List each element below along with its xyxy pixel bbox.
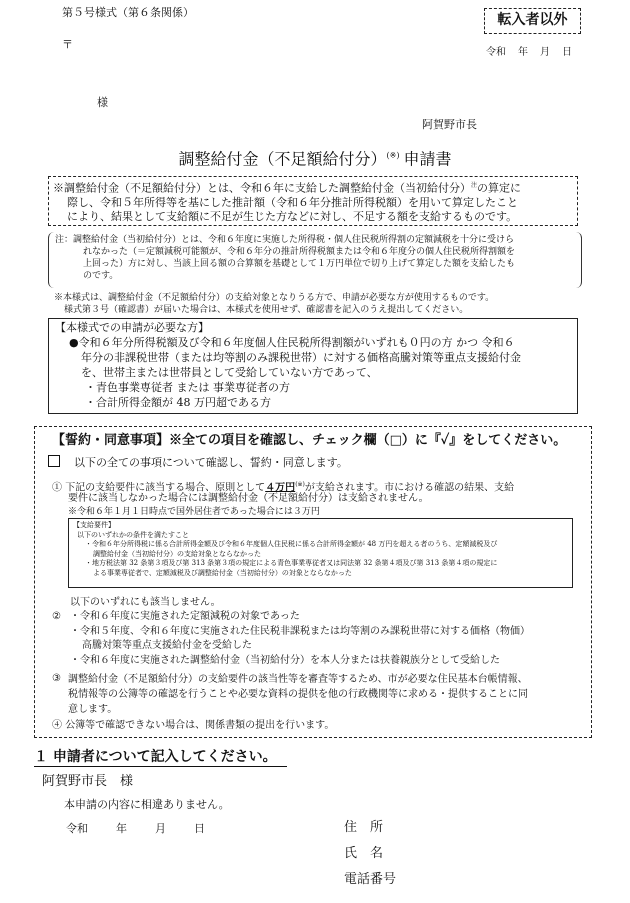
note-line-4: のです。 [83,271,119,281]
usage-note-1: ※本様式は、調整給付金（不足額給付分）の支給対象となりうる方で、申請が必要な方が使用するものです。 [54,293,495,303]
item2-num: ② [52,611,61,622]
item3-num: ③ [52,673,61,684]
section1-date-month: 月 [155,822,166,835]
item3-line-1: 調整給付金（不足額給付分）の支給要件の該当性等を審査等するため、市が必要な住民基本台帳情報、 [68,674,528,685]
definition-line-2: 際し、令和５年所得等を基にした推計額（令和６年分推計所得税額）を用いて算定したこと [67,195,518,209]
required-line-4: ・青色事業専従者 または 事業専従者の方 [85,381,290,394]
definition-note-mark: 注 [471,182,478,189]
item3-line-2: 税情報等の公簿等の確認を行うことや必要な資料の提供を他の行政機関等に求める・提供することに同 [68,689,528,700]
required-line-5: ・合計所得金額が 48 万円超である方 [85,396,271,409]
requirements-line-5: よる事業専従者で、定額減税及び調整給付金（当初給付分）の対象とならなかった [93,568,352,577]
item1-sub: ※令和６年１月１日時点で国外居住者であった場合には３万円 [68,507,320,517]
item2-line-3: 高騰対策等重点支援給付金を受給した [82,640,252,651]
pledge-check-row [48,455,348,470]
section1-date-era: 令和 [66,822,88,835]
required-box-header: 【本様式での申請が必要な方】 [55,321,209,334]
item4-num: ④ [52,720,62,731]
section1-date-year: 年 [116,822,127,835]
requirements-line-3: 調整給付金（当初給付分）の支給対象とならなかった [93,549,261,558]
section1-addressee: 阿賀野市長 様 [42,774,134,789]
item2-line-4: ・令和６年度に実施された調整給付金（当初給付分）を本人分または扶養親族分として受給した [70,654,500,666]
item3-lines [68,672,528,717]
required-line-1: ●令和６年分所得税額及び令和６年度個人住民税所得割額がいずれも０円の方 かつ 令和６ [69,336,515,349]
item1-text-a: 下記の支給要件に該当する場合、原則として [65,482,266,494]
item1-num: ① [52,482,62,494]
date-line [486,46,586,59]
section1-date [66,822,205,836]
item3-line-3: 意します。 [68,704,118,715]
postal-mark: 〒 [62,38,73,51]
requirements-line-2: ・令和６年分所得税に係る合計所得金額及び令和６年度個人住民税に係る合計所得金額が 48 万円を超える者のうち、定額減税及び [85,540,498,548]
title-note-mark: (※) [386,151,400,160]
date-era: 令和 [486,47,506,58]
requirements-header: 【支給要件】 [73,521,115,529]
requirements-box [68,518,573,588]
field-name-label: 氏 名 [344,846,384,861]
item1-ref: (※) [295,481,305,488]
field-phone-label: 電話番号 [344,872,397,887]
title-main: 調整給付金（不足額給付分） [178,149,387,169]
item1-line2: 要件に該当しなかった場合には調整給付金（不足額給付分）は支給されません。 [68,493,429,504]
date-day: 日 [562,47,572,58]
pledge-title: 【誓約・同意事項】※全ての項目を確認し、チェック欄（□）に『✓』をしてください。 [52,433,567,448]
item2-line-1: ・令和６年度に実施された定額減税の対象であった [70,611,300,622]
definition-box [48,176,578,226]
required-line-3: を、世帯主または世帯員として受給していない方であって、 [81,366,378,379]
requirements-line-4: ・地方税法第 32 条第３項及び第 313 条第３項の規定による青色事業専従者又は同法第 32 条第４項及び第 313 条第４項の規定に [85,559,498,567]
page-title [0,146,630,169]
definition-line-1: ※調整給付金（不足額給付分）とは、令和６年に支給した調整給付金（当初給付分）$^注$の算定に [53,181,522,195]
addressee-suffix: 様 [97,96,108,109]
title-tail: 申請書 [403,149,452,169]
date-month: 月 [540,47,550,58]
pledge-check-label: 以下の全ての事項について確認し、誓約・同意します。 [74,456,348,469]
requirements-line-1: 以下のいずれかの条件を満たすこと [77,530,189,539]
usage-note-2: 様式第３号（確認書）が届いた場合は、本様式を使用せず、確認書を記入のうえ提出してください。 [64,305,469,315]
note-block [48,232,582,288]
required-line-2: 年分の非課税世帯（または均等割のみ課税世帯）に対する価格高騰対策等重点支援給付金 [81,351,521,364]
item2-line-2: ・令和５年度、令和６年度に実施された住民税非課税または均等割のみ課税世帯に対する価格（物価） [70,625,530,637]
item1-amount: ４万円 [265,482,296,494]
item1-text-b: が支給されます。市における確認の結果、支給 [304,482,515,494]
item4-text: 公簿等で確認できない場合は、関係書類の提出を行います。 [65,720,335,731]
section1-date-day: 日 [194,822,205,835]
pledge-checkbox[interactable] [48,455,60,467]
issuer: 阿賀野市長 [422,118,477,131]
note-line-3: 上回った）方に対し、当該上回る額の合算額を基礎として１万円単位で切り上げて算定した額を支給したも [83,259,516,269]
item2-lines [70,610,530,668]
note-line-2: れなかった（＝定額減税可能額が、令和６年分の推計所得税額または令和６年度分の個人住民税所得割額を [83,247,516,257]
required-box [48,318,578,414]
note-line-1: 注：調整給付金（当初給付分）とは、令和６年度に実施した所得税・個人住民税所得割の定額減税を十分に受けら [55,235,515,245]
section1-title: １ 申請者について記入してください。 [34,748,287,767]
form-number: 第５号様式（第６条関係） [62,6,194,19]
field-address-label: 住 所 [344,820,384,835]
section1-statement: 本申請の内容に相違ありません。 [64,798,230,811]
none-apply: 以下のいずれにも該当しません。 [70,597,221,608]
tag-non-transferee: 転入者以外 [484,8,581,34]
definition-line-3: により、結果として支給額に不足が生じた方などに対し、不足する額を支給するものです。 [67,209,518,223]
date-year: 年 [518,47,528,58]
item4-row [52,719,334,732]
definition-line-1-text: ※調整給付金（不足額給付分）とは、令和６年に支給した調整給付金（当初給付分） [53,181,471,195]
